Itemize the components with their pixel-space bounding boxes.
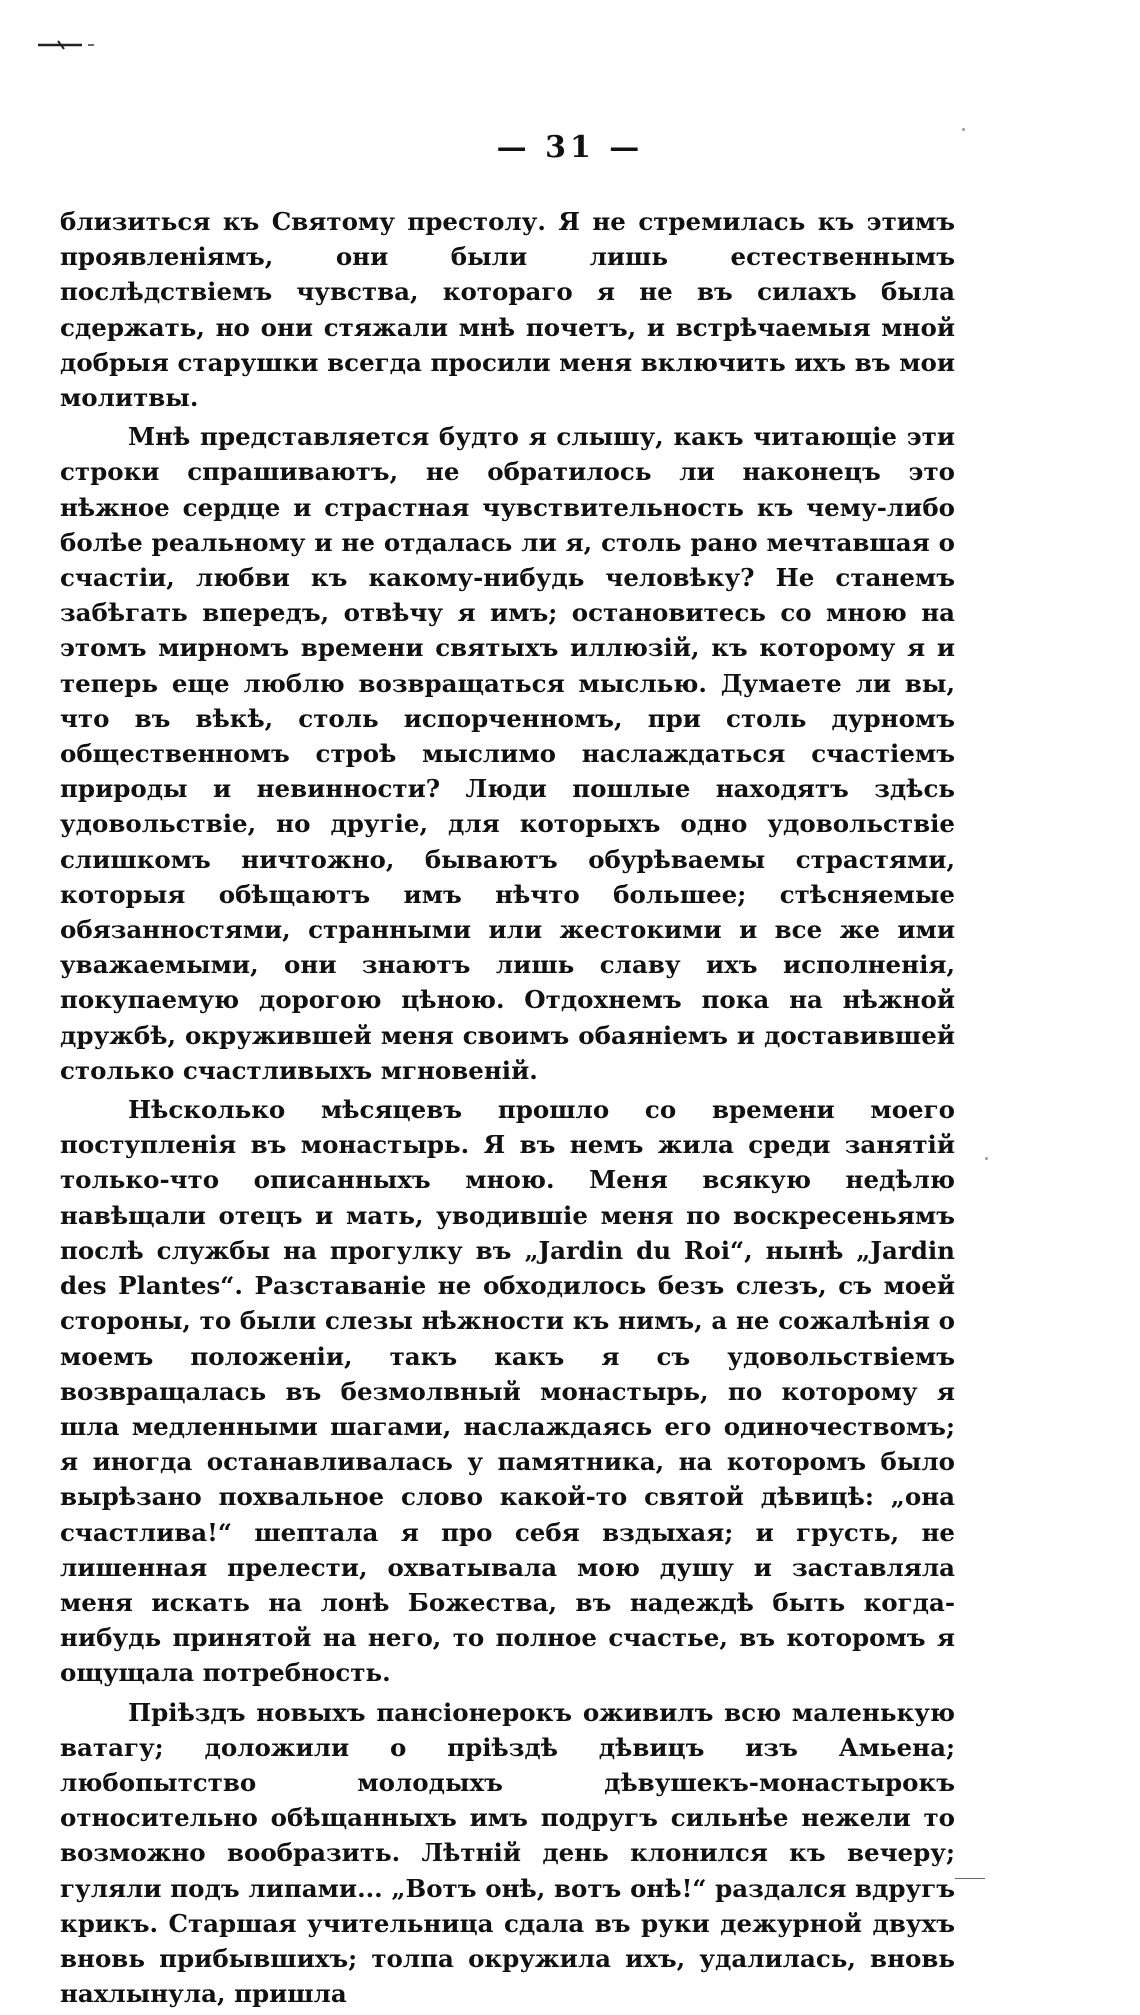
paragraph-3: Нѣсколько мѣсяцевъ прошло со времени моего поступленія въ монастырь. Я въ немъ жила среди занятій только-что описанныхъ мною. Меня всякую недѣлю навѣщали отецъ и мать, уводившіе меня по воскресеньямъ послѣ службы на прогулку въ „Jardin du Roi“, нынѣ „Jardin des Plantes“. Разставаніе не обходилось безъ слезъ, съ моей стороны, то были слезы нѣжности къ нимъ, а не сожалѣнія о моемъ положеніи, такъ какъ я съ удовольствіемъ возвращалась въ безмолвный монастырь, по которому я шла медленными шагами, наслаждаясь его одиночествомъ; я иногда останавливалась у памятника, на которомъ было вырѣзано похвальное слово какой-то святой дѣвицѣ: „она счастлива!“ шептала я про себя вздыхая; и грусть, не лишенная прелести, охватывала мою душу и заставляла меня искать на лонѣ Божества, въ надеждѣ быть когда-нибудь принятой на него, то полное счастье, въ которомъ я ощущала потребность. xyxy=(60,1095,955,1688)
corner-ink-mark xyxy=(38,40,100,50)
paragraph-1: близиться къ Святому престолу. Я не стремилась къ этимъ проявленіямъ, они были лишь естественнымъ послѣдствіемъ чувства, котораго я не въ силахъ была сдержать, но они стяжали мнѣ почетъ, и встрѣчаемыя мной добрыя старушки всегда просили меня включить ихъ въ мои молитвы. xyxy=(60,207,955,413)
bottom-edge-mark xyxy=(955,1878,985,1879)
page-number: — 31 — xyxy=(496,130,644,165)
paper-speck xyxy=(962,128,965,131)
body-text xyxy=(60,204,955,2015)
paragraph-4: Пріѣздъ новыхъ пансіонерокъ оживилъ всю маленькую ватагу; доложили о пріѣздѣ дѣвицъ изъ Амьена; любопытство молодыхъ дѣвушекъ-монастырокъ относительно обѣщанныхъ имъ подругъ сильнѣе нежели то возможно вообразить. Лѣтній день клонился къ вечеру; гуляли подъ липами... „Вотъ онѣ, вотъ онѣ!“ раздался вдругъ крикъ. Старшая учительница сдала въ руки дежурной двухъ вновь прибывшихъ; толпа окружила ихъ, удалилась, вновь нахлынула, пришла xyxy=(60,1697,955,2009)
paper-speck xyxy=(985,1157,988,1160)
paragraph-2: Мнѣ представляется будто я слышу, какъ читающіе эти строки спрашиваютъ, не обратилось ли наконецъ это нѣжное сердце и страстная чувствительность къ чему-либо болѣе реальному и не отдалась ли я, столь рано мечтавшая о счастіи, любви къ какому-нибудь человѣку? Не станемъ забѣгать впередъ, отвѣчу я имъ; остановитесь со мною на этомъ мирномъ времени святыхъ иллюзій, къ которому я и теперь еще люблю возвращаться мыслью. Думаете ли вы, что въ вѣкѣ, столь испорченномъ, при столь дурномъ общественномъ строѣ мыслимо наслаждаться счастіемъ природы и невинности? Люди пошлые находятъ здѣсь удовольствіе, но другіе, для которыхъ одно удовольствіе слишкомъ ничтожно, бываютъ обурѣваемы страстями, которыя обѣщаютъ имъ нѣчто большее; стѣсняемые обязанностями, странными или жестокими и все же ими уважаемыми, они знаютъ лишь славу ихъ исполненія, покупаемую дорогою цѣною. Отдохнемъ пока на нѣжной дружбѣ, окружившей меня своимъ обаяніемъ и доставившей столько счастливыхъ мгновеній. xyxy=(60,422,955,1085)
